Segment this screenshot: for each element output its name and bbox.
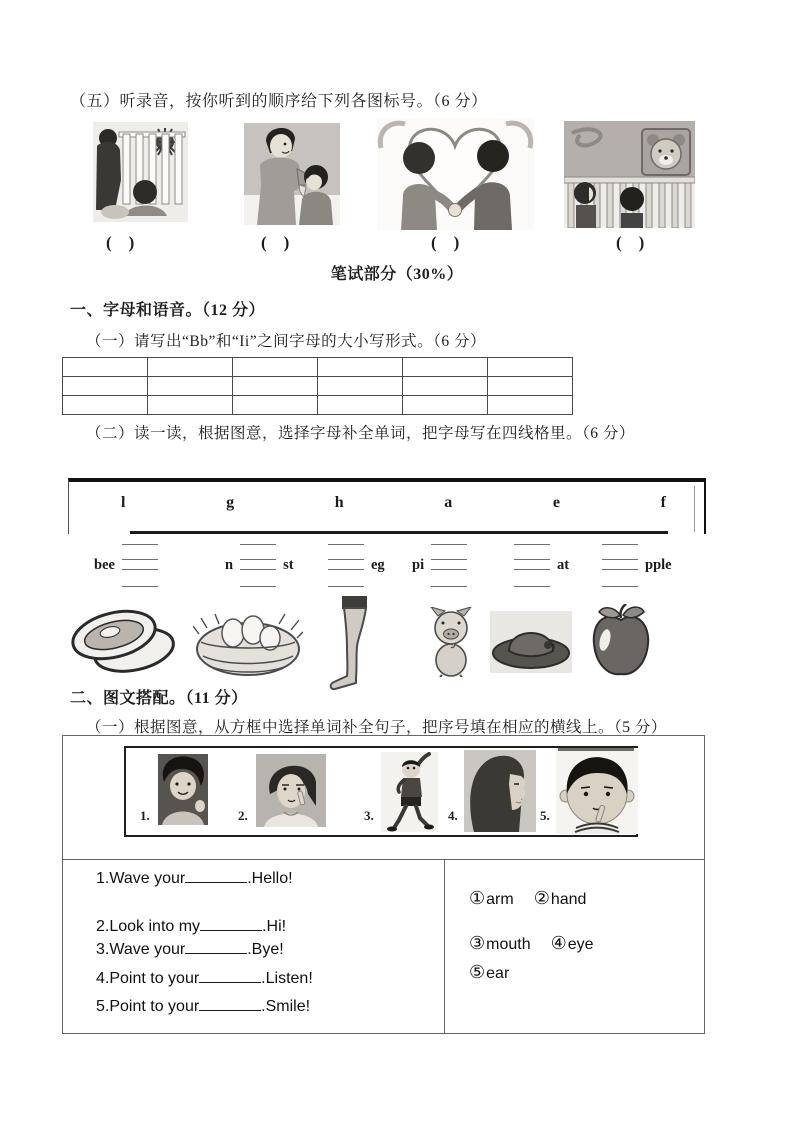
- section-one-part2-instruction: （二）读一读，根据图意，选择字母补全单词，把字母写在四线格里。（6 分）: [86, 425, 635, 442]
- section-one-part1-instruction: （一）请写出“Bb”和“Ii”之间字母的大小写形式。（6 分）: [86, 333, 486, 350]
- boy-finger-on-lips-image: [556, 748, 638, 834]
- answer-cell: [318, 358, 403, 377]
- apple-image: [590, 604, 652, 678]
- sentence-number: 3.: [96, 941, 110, 958]
- sentence-number: 2.: [96, 918, 110, 935]
- sentence-before: Wave your: [109, 870, 186, 887]
- answer-cell: [233, 358, 318, 377]
- listening-picture-4: [564, 121, 695, 228]
- listening-q5-title: （五）听录音，按你听到的顺序给下列各图标号。（6 分）: [70, 93, 488, 110]
- fourline-blank: [512, 542, 552, 588]
- bird-nest-with-eggs-image: [193, 604, 303, 678]
- answer-cell: [488, 377, 573, 396]
- sentence-blank: [200, 916, 262, 931]
- answer-cell: [63, 358, 148, 377]
- strip-picture-2: [256, 754, 326, 827]
- circled-number: ⑤: [469, 962, 486, 982]
- listening-picture-2: [244, 123, 340, 225]
- sentence-number: 5.: [96, 998, 110, 1015]
- answer-cell: [63, 396, 148, 415]
- bank-letter: a: [444, 494, 453, 511]
- word-prefix: n: [225, 556, 234, 573]
- answer-cell: [233, 396, 318, 415]
- strip-label-4: 4.: [448, 808, 458, 823]
- girl-profile-long-hair-image: [464, 750, 536, 832]
- bank-letter: h: [334, 494, 344, 511]
- word-bank-item: [469, 962, 509, 983]
- word-item-leg: [326, 542, 385, 588]
- letter-bank-underline: [130, 531, 668, 534]
- sentence-number: 1.: [96, 870, 110, 887]
- answer-cell: [233, 377, 318, 396]
- section-two-part1-instruction: （一）根据图意，从方框中选择单词补全句子，把序号填在相应的横线上。（5 分）: [86, 719, 667, 736]
- children-handshake-heart-image: [377, 118, 534, 230]
- sentence-4: [96, 968, 313, 988]
- word-bank-row-2: [469, 933, 594, 954]
- fourline-blank: [600, 542, 640, 588]
- sentence-1: [96, 868, 293, 888]
- strip-picture-5: [556, 748, 638, 834]
- answer-cell: [488, 358, 573, 377]
- letter-bank-inner-line: [694, 486, 695, 532]
- section-one-title: 一、字母和语音。（12 分）: [70, 302, 266, 319]
- word-bank-item: [469, 933, 531, 954]
- picture-pig: [424, 607, 478, 677]
- strip-label-2: 2.: [238, 808, 248, 823]
- pig-image: [424, 607, 478, 677]
- word-bank-word: ear: [486, 965, 510, 982]
- fourline-blank: [238, 542, 278, 588]
- answer-cell: [403, 396, 488, 415]
- letter-answer-table: [62, 357, 573, 415]
- sentence-blank: [199, 968, 261, 983]
- answer-bracket-3: ( ): [431, 233, 460, 252]
- answer-cell: [403, 358, 488, 377]
- boy-walking-waving-image: [381, 752, 438, 832]
- bank-letter: g: [226, 494, 235, 511]
- fourline-blank: [429, 542, 469, 588]
- answer-cell: [318, 396, 403, 415]
- circled-number: ②: [533, 888, 550, 908]
- word-suffix: eg: [371, 556, 385, 573]
- word-bank-word: mouth: [486, 936, 531, 953]
- sun-hat-image: [490, 611, 572, 673]
- sentence-after: .Hi!: [262, 918, 287, 935]
- fourline-blank: [120, 542, 160, 588]
- answer-cell: [403, 377, 488, 396]
- letter-bank-box: [68, 478, 706, 534]
- sentence-before: Look into my: [109, 918, 201, 935]
- answer-cell: [148, 358, 233, 377]
- leg-image: [322, 596, 384, 692]
- circled-number: ③: [469, 933, 486, 953]
- picture-nest: [193, 604, 303, 678]
- kids-at-gate-with-sun-image: [93, 122, 188, 222]
- boy-waving-portrait-image: [158, 754, 208, 825]
- word-suffix: st: [283, 556, 294, 573]
- sentence-after: .Listen!: [261, 970, 313, 987]
- picture-leg: [322, 596, 384, 692]
- sentence-after: .Hello!: [247, 870, 293, 887]
- sentence-3: [96, 939, 284, 959]
- word-bank-item: [551, 933, 594, 954]
- answer-cell: [63, 377, 148, 396]
- sentence-blank: [185, 939, 247, 954]
- bank-letter: e: [552, 494, 561, 511]
- word-suffix: at: [557, 556, 570, 573]
- matching-box-vertical-divider: [444, 859, 445, 1033]
- kids-watching-bear-at-zoo-image: [564, 121, 695, 228]
- picture-apple: [590, 604, 652, 678]
- sentence-after: .Smile!: [261, 998, 311, 1015]
- listening-picture-3: [377, 118, 534, 230]
- word-prefix: bee: [94, 556, 115, 573]
- section-two-title: 二、图文搭配。（11 分）: [70, 690, 248, 707]
- word-bank-word: arm: [486, 891, 514, 908]
- picture-hat: [490, 611, 572, 673]
- answer-cell: [148, 396, 233, 415]
- sentence-after: .Bye!: [247, 941, 284, 958]
- strip-picture-1: [158, 754, 208, 825]
- sentence-before: Point to your: [109, 970, 200, 987]
- word-item-nest: [225, 542, 294, 588]
- word-bank-row-3: [469, 962, 509, 983]
- beef-meat-image: [66, 602, 178, 678]
- answer-cell: [318, 377, 403, 396]
- word-item-pig: [412, 542, 469, 588]
- strip-label-1: 1.: [140, 808, 150, 823]
- answer-bracket-2: ( ): [261, 233, 290, 252]
- sentence-number: 4.: [96, 970, 110, 987]
- circled-number: ①: [469, 888, 486, 908]
- sentence-2: [96, 916, 286, 936]
- answer-bracket-4: ( ): [616, 233, 645, 252]
- answer-cell: [148, 377, 233, 396]
- matching-box: [62, 735, 705, 1034]
- written-part-header: 笔试部分（30%）: [330, 266, 464, 283]
- sentence-5: [96, 996, 310, 1016]
- body-parts-picture-strip: [124, 746, 638, 837]
- bank-letter: l: [121, 494, 126, 511]
- letter-bank-row: [121, 494, 666, 512]
- strip-picture-3: [381, 752, 438, 832]
- circled-number: ④: [550, 933, 567, 953]
- picture-beef: [66, 602, 178, 678]
- word-bank-word: eye: [567, 936, 594, 953]
- bank-letter: f: [660, 494, 666, 511]
- sentence-blank: [199, 996, 261, 1011]
- word-bank-word: hand: [550, 891, 587, 908]
- father-greeting-child-image: [244, 123, 340, 225]
- strip-label-3: 3.: [364, 808, 374, 823]
- sentence-blank: [185, 868, 247, 883]
- word-bank-item: [469, 888, 514, 909]
- answer-cell: [488, 396, 573, 415]
- woman-pointing-to-eye-image: [256, 754, 326, 827]
- word-suffix: pple: [645, 556, 672, 573]
- matching-box-horizontal-divider: [62, 859, 705, 860]
- strip-label-5: 5.: [540, 808, 550, 823]
- word-bank-item: [534, 888, 587, 909]
- strip-picture-4: [464, 750, 536, 832]
- word-item-hat: [512, 542, 569, 588]
- word-prefix: pi: [412, 556, 425, 573]
- word-item-apple: [600, 542, 672, 588]
- sentence-before: Wave your: [109, 941, 186, 958]
- answer-bracket-1: ( ): [106, 233, 135, 252]
- listening-picture-1: [93, 122, 188, 222]
- sentence-before: Point to your: [109, 998, 200, 1015]
- fourline-blank: [326, 542, 366, 588]
- word-bank-row-1: [469, 888, 586, 909]
- word-item-bee: [94, 542, 160, 588]
